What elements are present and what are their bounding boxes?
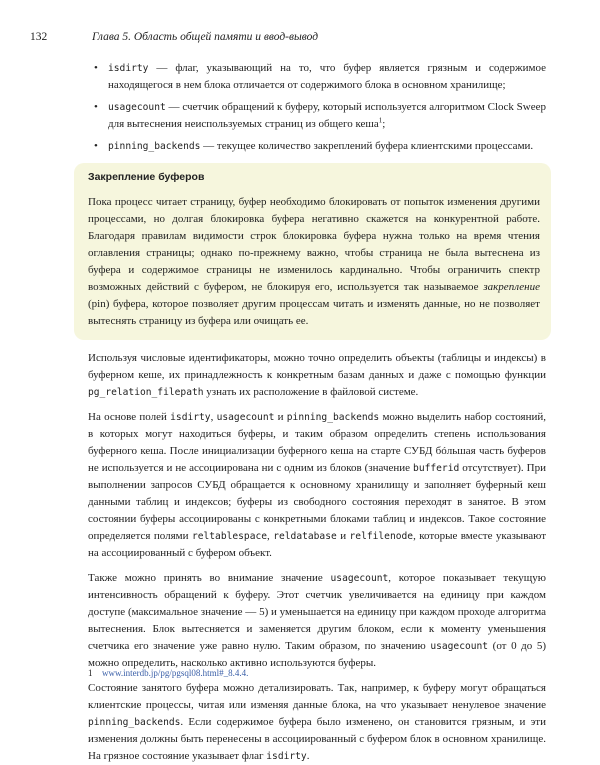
footnote bbox=[88, 667, 546, 679]
code-inline: pg_relation_filepath bbox=[88, 387, 204, 398]
paragraph-2: На основе полей isdirty, usagecount и pinning_backends можно выделить набор состояний, в которых могут находиться буферы, и таким образом определить степень использования буферного кеша. После инициализации буферного кеша на старте СУБД бóльшая часть буферов не используется и не ассоциирована ни с одним из блоков (значение bufferid отсутствует). При выполнении запросов СУБД обращается к основному хранилищу и заполняет буферный кеш данными таблиц и индексов; буферы из свободного состояния переходят в занятое. В этом состоянии буферы ассоциированы с конкретными блоками таблиц и индексов. Такое состояние определяется полями reltablespace, reldatabase и relfilenode, которые вместе указывают на ассоциированный с буфером объект. bbox=[88, 411, 547, 559]
paragraph-4: Состояние занятого буфера можно детализировать. Так, например, к буферу могут обращаться клиентские процессы, читая или изменяя данные блока, на что указывает ненулевое значение pinning_backends. Если содержимое буфера было изменено, он становится грязным, и эти изменения должны быть перенесены в ассоциированный с буфером блок в основном хранилище. На грязное состояние указывает флаг isdirty. bbox=[88, 682, 546, 762]
sidebar-title: Закрепление буферов bbox=[88, 171, 205, 183]
sidebar-emphasis: закрепление bbox=[483, 281, 540, 293]
page-body bbox=[88, 60, 546, 765]
code-usagecount: usagecount bbox=[108, 102, 166, 113]
code-inline: isdirty bbox=[266, 751, 307, 762]
footnote-link[interactable]: www.interdb.jp/pg/pgsql08.html#_8.4.4. bbox=[102, 668, 249, 678]
chapter-title: Глава 5. Область общей памяти и ввод-вывод bbox=[92, 31, 319, 43]
footnote-ref[interactable]: 1 bbox=[378, 116, 383, 125]
field-list bbox=[88, 60, 546, 155]
list-item-text: — флаг, указывающий на то, что буфер является грязным и содержимое находящегося в нем блока отличается от содержимого блока в основном хранилище; bbox=[108, 62, 546, 91]
sidebar-text: Пока процесс читает страницу, буфер необходимо блокировать от попыток изменения другими процессами, но долгая блокировка буфера негативно скажется на конкурентной работе. Благодаря правилам видимости строк блокировка буфера нужна только на время чтения оглавления страницы; однако по-прежнему важно, чтобы страница не была вытеснена из буфера и содержимое страницы не изменилось кардинально. Чтобы ограничить спектр возможных действий с буфером, не блокируя его, используется так называемое закрепление (pin) буфера, которое позволяет другим процессам читать и изменять данные, но не позволяет вытеснять страницу из буфера или очищать ее. bbox=[88, 196, 540, 327]
code-pinning-backends: pinning_backends bbox=[108, 141, 201, 152]
code-inline: usagecount bbox=[430, 641, 489, 652]
code-inline: pinning_backends bbox=[286, 412, 380, 423]
sidebar-box bbox=[74, 163, 551, 340]
list-item-text: — счетчик обращений к буферу, который используется алгоритмом Clock Sweep для вытеснения неиспользуемых страниц из общего кеша bbox=[108, 101, 546, 130]
code-inline: reldatabase bbox=[273, 531, 337, 542]
list-item bbox=[88, 99, 546, 133]
list-item bbox=[88, 60, 546, 94]
code-isdirty: isdirty bbox=[108, 63, 149, 74]
footnote-number: 1 bbox=[88, 668, 93, 678]
code-inline: usagecount bbox=[330, 573, 389, 584]
code-inline: relfilenode bbox=[349, 531, 414, 542]
paragraph-1: Используя числовые идентификаторы, можно точно определить объекты (таблицы и индексы) в буферном кеше, их принадлежность к конкретным базам данных и даже с помощью функции pg_relation_filepath узнать их расположение в файловой системе. bbox=[88, 352, 546, 398]
code-inline: usagecount bbox=[216, 412, 275, 423]
page-number: 132 bbox=[30, 31, 48, 43]
list-item-text: — текущее количество закреплений буфера клиентскими процессами. bbox=[200, 140, 534, 152]
code-inline: reltablespace bbox=[191, 531, 268, 542]
list-item-text-end: ; bbox=[382, 118, 386, 130]
list-item bbox=[88, 138, 546, 155]
paragraph-3: Также можно принять во внимание значение usagecount, которое показывает текущую интенсивность обращений к буферу. Этот счетчик увеличивается на единицу при каждом доступе (максимальное значение — 5) и уменьшается на единицу при каждом проходе алгоритма вытеснения. Блок вытесняется и заменяется другим блоком, если к моменту уменьшения счетчика его значение уже равно нулю. Таким образом, по значению usagecount (от 0 до 5) можно определить, насколько активно используются буферы. bbox=[88, 572, 546, 669]
code-inline: pinning_backends bbox=[88, 717, 181, 728]
code-inline: isdirty bbox=[170, 412, 211, 423]
code-inline: bufferid bbox=[413, 463, 460, 474]
